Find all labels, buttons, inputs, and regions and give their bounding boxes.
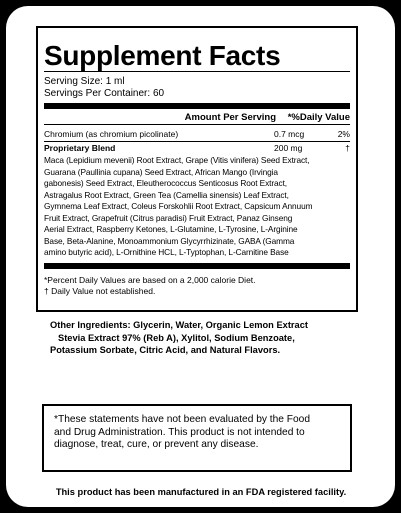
blend-line: Fruit Extract, Grapefruit (Citrus paradisi) Fruit Extract, Panaz Ginseng (44, 212, 293, 223)
nutrient-dv: 2% (337, 129, 350, 139)
blend-line: gabonesis) Seed Extract, Eleutherococcus Senticosus Root Extract, (44, 178, 287, 188)
nutrient-row-chromium (44, 128, 350, 140)
blend-line: Gymnema Leaf Extract, Coleus Forskohlii Root Extract, Capsicum Annuum (44, 201, 313, 211)
header-amount: Amount Per Serving (184, 112, 276, 123)
nutrient-amount: 200 mg (274, 143, 303, 153)
blend-line: Astragalus Root Extract, Green Tea (Camellia sinensis) Leaf Extract, (44, 189, 289, 200)
nutrient-row-blend (44, 142, 350, 154)
panel-title: Supplement Facts (44, 40, 281, 71)
divider-thick (44, 103, 350, 109)
blend-line: Maca (Lepidium mevenii) Root Extract, Grape (Vitis vinifera) Seed Extract, (44, 155, 310, 165)
header-daily-value: *%Daily Value (287, 112, 350, 123)
blend-line: Guarana (Paullinia cupana) Seed Extract, African Mango (Irvingia (44, 166, 278, 177)
divider (44, 124, 350, 125)
blend-ingredients (44, 155, 350, 259)
divider (44, 71, 350, 72)
other-ingredients-line: Stevia Extract 97% (Reb A), Xylitol, Sodium Benzoate, (58, 332, 295, 343)
disclaimer-line: *These statements have not been evaluated by the Food (54, 414, 310, 425)
footnote-dagger: † Daily Value not established. (44, 285, 156, 296)
servings-per-container: Servings Per Container: 60 (44, 88, 165, 99)
disclaimer-line: and Drug Administration. This product is not intended to (54, 426, 305, 438)
divider-thick (44, 263, 350, 269)
other-ingredients (50, 319, 350, 357)
nutrient-amount: 0.7 mcg (274, 129, 305, 139)
footnote-percent-dv: *Percent Daily Values are based on a 2,000 calorie Diet. (44, 274, 256, 285)
nutrient-dv: † (345, 143, 350, 153)
disclaimer-line: diagnose, treat, cure, or prevent any disease. (54, 439, 259, 450)
serving-size: Serving Size: 1 ml (44, 76, 125, 87)
blend-line: amino butyric acid), L-Ornithine HCL, L-Typtophan, L-Carnitine Base (44, 247, 289, 257)
nutrient-name: Proprietary Blend (44, 143, 116, 153)
blend-line: Aerial Extract, Raspberry Ketones, L-Glutamine, L-Tyrosine, L-Arginine (44, 224, 298, 234)
nutrient-name: Chromium (as chromium picolinate) (44, 129, 179, 139)
fda-facility-note: This product has been manufactured in an FDA registered facility. (55, 487, 347, 497)
blend-line: Base, Beta-Alanine, Monoammonium Glycyrrhizinate, GABA (Gamma (44, 235, 295, 246)
fda-disclaimer-box (42, 404, 352, 472)
label-card (6, 6, 395, 507)
supplement-facts-panel (36, 26, 358, 312)
other-ingredients-line: Other Ingredients: Glycerin, Water, Organic Lemon Extract (50, 320, 308, 330)
column-header (44, 111, 350, 124)
other-ingredients-line: Potassium Sorbate, Citric Acid, and Natural Flavors. (50, 345, 281, 355)
